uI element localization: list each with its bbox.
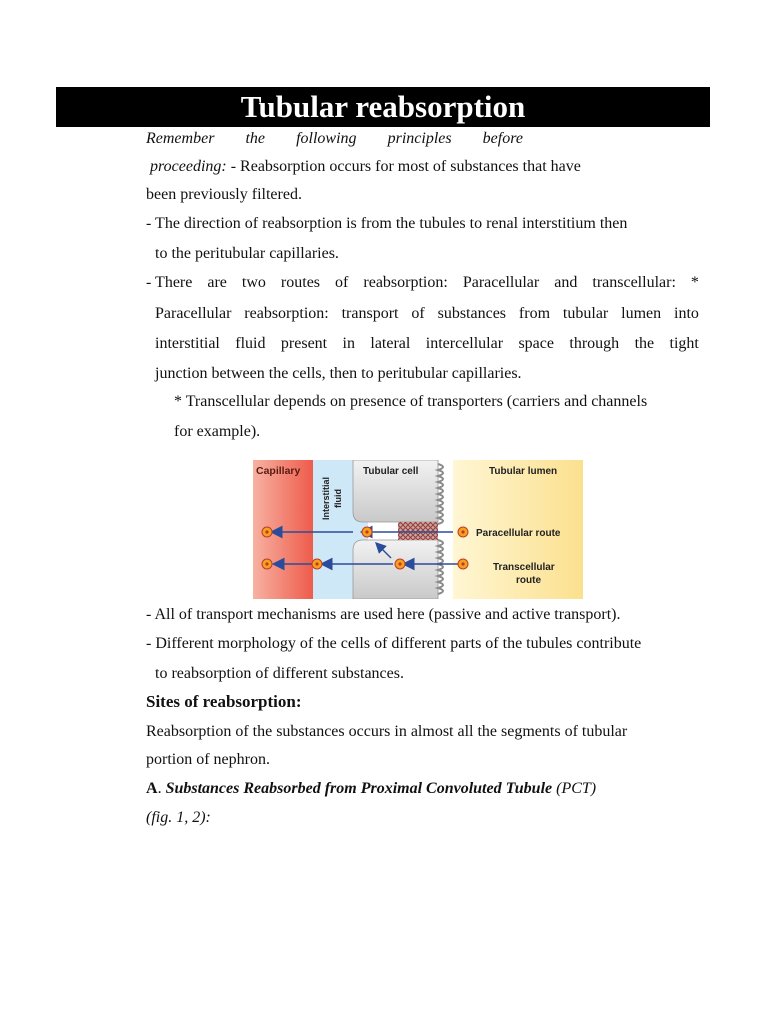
paracellular-route-label: Paracellular route [476, 528, 561, 539]
routes-word: reabsorption: [363, 274, 448, 291]
routes-word: substances [437, 305, 507, 322]
routes-line-1 [146, 273, 699, 293]
routes-word: of [335, 274, 349, 291]
intro-line-2 [150, 157, 581, 177]
intro-line-1 [146, 129, 523, 149]
direction-line-2: to the peritubular capillaries. [155, 245, 339, 262]
proceeding-text: - Reabsorption occurs for most of substances that have [226, 158, 581, 175]
routes-word: in [342, 335, 355, 352]
routes-line-4: junction between the cells, then to peritubular capillaries. [155, 365, 522, 382]
routes-word: of [411, 305, 425, 322]
mechanisms-line-1: - All of transport mechanisms are used here (passive and active transport). [146, 606, 621, 623]
routes-word: through [569, 335, 620, 352]
intro-word: principles [387, 130, 452, 147]
intro-word: Remember [146, 130, 215, 147]
routes-word: intercellular [425, 335, 504, 352]
routes-line-2 [155, 304, 699, 324]
routes-word: reabsorption: [244, 305, 329, 322]
routes-line-3 [155, 334, 699, 354]
transcellular-line-1: * Transcellular depends on presence of transporters (carriers and channels [174, 393, 648, 410]
section-a-pct: (PCT) [552, 780, 597, 797]
routes-word: Paracellular [155, 305, 232, 322]
proceeding-label: proceeding: [150, 158, 227, 175]
routes-word: into [674, 305, 699, 322]
section-a-heading [146, 779, 596, 799]
sites-line-2: portion of nephron. [146, 751, 270, 768]
sites-line-1: Reabsorption of the substances occurs in almost all the segments of tubular [146, 723, 628, 740]
routes-word: tight [669, 335, 699, 352]
figure-reference: (fig. 1, 2): [146, 809, 211, 826]
figure-svg [253, 460, 583, 599]
mechanisms-line-2: - Different morphology of the cells of different parts of the tubules contribute [146, 635, 642, 652]
routes-word: two [241, 274, 266, 291]
section-a-dot: . [157, 780, 166, 797]
routes-word: present [280, 335, 328, 352]
routes-word: routes [280, 274, 321, 291]
brush-border [438, 464, 443, 594]
interstitial-label-1: Interstitial [321, 476, 331, 520]
capillary-zone [253, 460, 313, 599]
capillary-label: Capillary [256, 465, 301, 477]
routes-word: tubular [562, 305, 609, 322]
interstitial-label-2: fluid [333, 489, 343, 508]
tight-junction [398, 522, 438, 540]
routes-word: * [690, 274, 699, 291]
routes-word: - There [146, 274, 193, 291]
mechanisms-line-3: to reabsorption of different substances. [155, 665, 404, 682]
page-title: Tubular reabsorption [56, 87, 710, 127]
sites-heading: Sites of reabsorption: [146, 692, 302, 711]
routes-word: are [207, 274, 227, 291]
transcellular-label-2: route [516, 575, 541, 586]
intro-word: following [296, 130, 357, 147]
routes-word: lateral [370, 335, 411, 352]
intro-line-3: been previously filtered. [146, 186, 302, 203]
reabsorption-routes-figure [253, 460, 583, 599]
direction-line-1: - The direction of reabsorption is from the tubules to renal interstitium then [146, 215, 628, 232]
routes-word: lumen [621, 305, 662, 322]
section-a-label: A [146, 780, 158, 797]
intro-word: the [245, 130, 266, 147]
routes-word: transcellular: [592, 274, 676, 291]
routes-word: and [554, 274, 578, 291]
routes-word: space [518, 335, 554, 352]
routes-word: the [634, 335, 655, 352]
routes-word: interstitial [155, 335, 220, 352]
tubular-cell-label: Tubular cell [363, 466, 419, 477]
routes-word: transport [341, 305, 399, 322]
intro-word: before [482, 130, 523, 147]
routes-word: fluid [235, 335, 266, 352]
tubular-cell-lower [353, 540, 438, 599]
routes-word: from [518, 305, 551, 322]
section-a-title: Substances Reabsorbed from Proximal Convoluted Tubule [165, 780, 553, 797]
transcellular-label-1: Transcellular [493, 562, 555, 573]
tubular-lumen-label: Tubular lumen [489, 466, 558, 477]
routes-word: Paracellular [462, 274, 540, 291]
transcellular-line-2: for example). [174, 423, 261, 440]
